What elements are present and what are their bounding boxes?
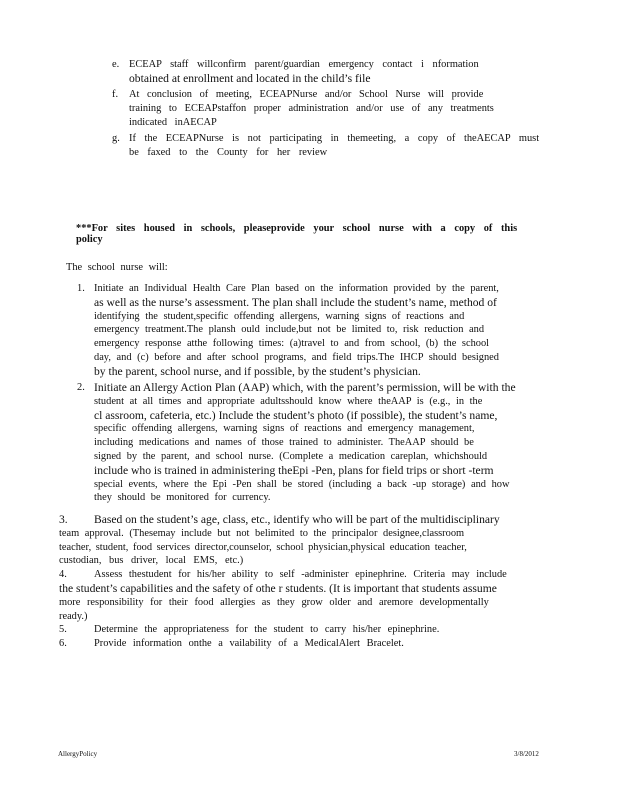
item-line: signed by the parent, and school nurse. (Complete a medication careplan, whichshould bbox=[94, 450, 488, 462]
item-line: Assess thestudent for his/her ability to self -administer epinephrine. Criteria may include bbox=[94, 569, 507, 581]
school-nurse-note: ***For sites housed in schools, pleaseprovide your school nurse with a copy of this policy bbox=[76, 223, 518, 245]
item-label: 1. bbox=[77, 283, 85, 294]
list-item-6 bbox=[59, 637, 549, 651]
item-label: 3. bbox=[59, 513, 68, 526]
item-label: 6. bbox=[59, 638, 67, 650]
lettered-list bbox=[112, 58, 544, 160]
footer-date: 3/8/2012 bbox=[514, 750, 539, 758]
item-line: obtained at enrollment and located in the child’s file bbox=[129, 71, 371, 85]
item-label: 5. bbox=[59, 624, 67, 636]
list-item-2 bbox=[77, 381, 542, 505]
section-intro: The school nurse will: bbox=[66, 262, 168, 273]
numbered-list-flush bbox=[59, 513, 549, 651]
item-line: teacher, student, food services director,counselor, school physician,physical education teacher, bbox=[59, 541, 467, 553]
item-label: 4. bbox=[59, 569, 67, 581]
list-item-f bbox=[112, 88, 544, 132]
item-line: Based on the student’s age, class, etc., identify who will be part of the multidisciplinary bbox=[94, 513, 500, 526]
item-line: as well as the nurse’s assessment. The plan shall include the student’s name, method of bbox=[94, 295, 497, 309]
list-item-1 bbox=[77, 282, 542, 381]
item-line: identifying the student,specific offending allergens, warning signs of reactions and bbox=[94, 310, 465, 322]
item-line: cl assroom, cafeteria, etc.) Include the student’s photo (if possible), the student’s name, bbox=[94, 408, 498, 422]
item-line: ready.) bbox=[59, 610, 88, 622]
item-line: indicated inAECAP bbox=[129, 116, 217, 128]
item-line: more responsibility for their food allergies as they grow older and aremore developmentally bbox=[59, 596, 489, 608]
numbered-list-indented bbox=[77, 282, 542, 505]
list-item-3 bbox=[59, 513, 549, 568]
list-item-e bbox=[112, 58, 544, 88]
item-line: by the parent, school nurse, and if possible, by the student’s physician. bbox=[94, 364, 421, 378]
item-label: g. bbox=[112, 133, 120, 144]
item-line: team approval. (Thesemay include but not belimited to the principalor designee,classroom bbox=[59, 527, 465, 539]
item-line: they should be monitored for currency. bbox=[94, 492, 271, 504]
footer-doc-name: AllergyPolicy bbox=[58, 750, 98, 758]
item-line: include who is trained in administering theEpi -Pen, plans for field trips or short -term bbox=[94, 463, 494, 477]
item-line: At conclusion of meeting, ECEAPNurse and/or School Nurse will provide bbox=[129, 89, 484, 100]
list-item-g bbox=[112, 132, 544, 160]
item-line: Initiate an Allergy Action Plan (AAP) which, with the parent’s permission, will be with the bbox=[94, 381, 516, 394]
item-line: specific offending allergens, warning signs of reactions and emergency management, bbox=[94, 423, 475, 435]
item-line: be faxed to the County for her review bbox=[129, 146, 328, 158]
item-line: student at all times and appropriate adultsshould know where theAAP is (e.g., in the bbox=[94, 395, 483, 407]
item-line: special events, where the Epi -Pen shall be stored (including a back -up storage) and how bbox=[94, 478, 510, 490]
item-line: Determine the appropriateness for the student to carry his/her epinephrine. bbox=[94, 624, 440, 636]
item-label: e. bbox=[112, 59, 120, 70]
item-line: training to ECEAPstaffon proper administration and/or use of any treatments bbox=[129, 102, 494, 114]
item-line: ECEAP staff willconfirm parent/guardian emergency contact i nformation bbox=[129, 59, 479, 70]
item-label: f. bbox=[112, 89, 119, 100]
item-line: including medications and names of those trained to administer. TheAAP should be bbox=[94, 437, 474, 449]
item-label: 2. bbox=[77, 382, 85, 393]
item-line: custodian, bus driver, local EMS, etc.) bbox=[59, 555, 244, 567]
list-item-5 bbox=[59, 623, 549, 637]
item-line: the student’s capabilities and the safety of othe r students. (It is important that students assume bbox=[59, 581, 497, 595]
item-line: emergency treatment.The plansh ould include,but not be limited to, risk reduction and bbox=[94, 324, 485, 336]
item-line: day, and (c) before and after school programs, and field trips.The IHCP should besigned bbox=[94, 351, 499, 363]
item-line: Provide information onthe a vailability of a MedicalAlert Bracelet. bbox=[94, 638, 404, 650]
item-line: If the ECEAPNurse is not participating in themeeting, a copy of theAECAP must bbox=[129, 133, 540, 144]
list-item-4 bbox=[59, 568, 549, 623]
item-line: emergency response atthe following times: (a)travel to and from school, (b) the school bbox=[94, 338, 490, 350]
item-line: Initiate an Individual Health Care Plan based on the information provided by the parent, bbox=[94, 283, 499, 294]
